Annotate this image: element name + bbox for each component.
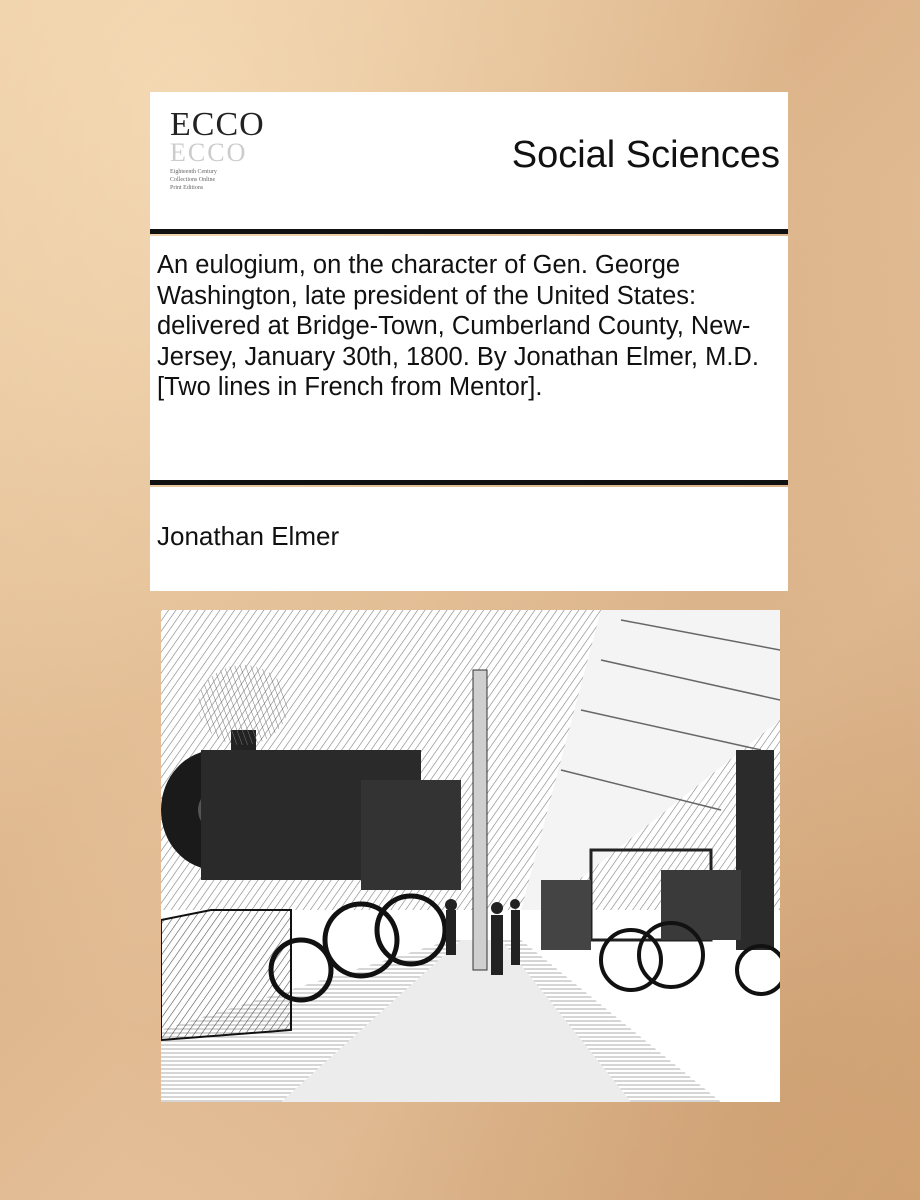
railway-engraving [161,610,780,1102]
ecco-logo [170,106,266,216]
cover-illustration [161,610,780,1102]
series-title: Social Sciences [511,134,780,176]
logo-subtitle-2: Collections Online [170,177,216,183]
author-panel [150,487,788,591]
divider-bottom [150,480,788,485]
logo-subtitle-3: Print Editions [170,185,204,191]
column [473,670,487,970]
logo-letters: ECCO [170,106,265,143]
logo-reflection: ECCO [170,138,248,167]
divider-top [150,229,788,234]
header-panel [150,92,788,229]
title-panel [150,236,788,480]
logo-subtitle-1: Eighteenth Century [170,169,217,175]
author-name: Jonathan Elmer [157,521,340,551]
book-title: An eulogium, on the character of Gen. George Washington, late president of the United States: delivered at Bridge-Town, Cumberland County, New-Jersey, January 30th, 1800. By Jonathan Elmer, M.D. [Two lines in French from Mentor]. [157,251,759,401]
